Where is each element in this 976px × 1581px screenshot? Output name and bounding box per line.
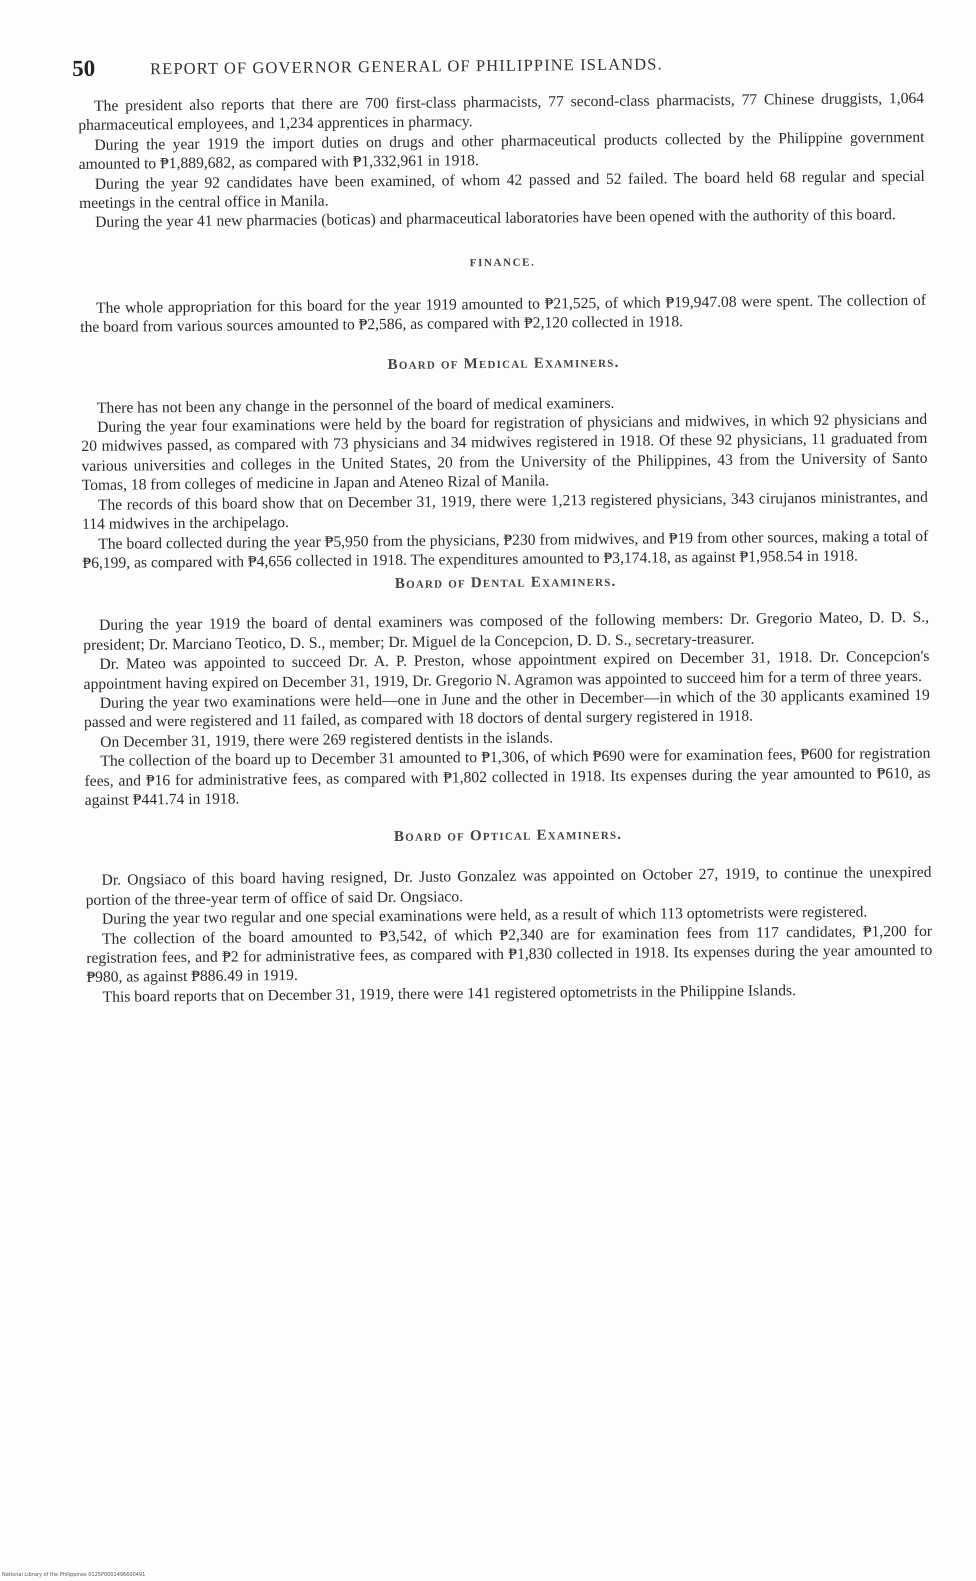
finance-section [80, 253, 927, 338]
paragraph: During the year 1919 the import duties on drugs and other pharmaceutical products collected by the Philippine government amounted to ₱1,889,682, as compared with ₱1,332,961 in 1918. [78, 128, 925, 174]
library-footer-note: National Library of the Philippines 0125P0001496600491 [2, 1572, 146, 1578]
paragraph: The president also reports that there are 700 first-class pharmacists, 77 second-class pharmacists, 77 Chinese druggists, 1,064 pharmaceutical employees, and 1,234 apprentices in pharmacy. [78, 89, 925, 135]
paragraph: There has not been any change in the personnel of the board of medical examiners. [96, 394, 615, 417]
medical-examiners-section [81, 352, 929, 574]
section-heading-finance: FINANCE. [469, 256, 536, 270]
page-number: 50 [72, 55, 96, 81]
paragraph: The records of this board show that on December 31, 1919, there were 1,213 registered physicians, 343 cirujanos ministrantes, and 114 midwives in the archipelago. [82, 488, 928, 534]
paragraph: On December 31, 1919, there were 269 registered dentists in the islands. [100, 729, 554, 751]
paragraph: This board reports that on December 31, 1919, there were 141 registered optometrists in the Philippine Islands. [102, 981, 797, 1006]
paragraph: During the year 41 new pharmacies (boticas) and pharmaceutical laboratories have been opened with the authority of this board. [95, 206, 896, 232]
optical-examiners-section [85, 824, 933, 1007]
dental-examiners-section [83, 571, 931, 810]
paragraph: During the year two examinations were held—one in June and the other in December—in which of the 30 applicants examined 19 passed and were registered and 11 failed, as compared with 18 doctors of dental surgery registered in 1918. [83, 686, 930, 732]
paragraph: Dr. Mateo was appointed to succeed Dr. A. P. Preston, whose appointment expired on December 31, 1918. Dr. Concepcion's appointment having expired on December 31, 1919, Dr. Gregorio N. Agramon was appointed to succeed him for a term of three years. [83, 647, 930, 693]
section-heading-dental: Board of Dental Examiners. [394, 574, 617, 593]
paragraph: The board collected during the year ₱5,950 from the physicians, ₱230 from midwives, and ₱19 from other sources, making a total of ₱6,199, as compared with ₱4,656 collected in 1918. The expenditures amounted to ₱3,174.18, as against ₱1,958.54 in 1918. [82, 527, 929, 572]
section-heading-medical: Board of Medical Examiners. [387, 354, 620, 373]
paragraph: The collection of the board up to December 31 amounted to ₱1,306, of which ₱690 were for examination fees, ₱600 for registration fees, and ₱16 for administrative fees, as compared with ₱1,802 collected in 1918. Its expenses during the year amounted to ₱610, as against ₱441.74 in 1918. [84, 745, 931, 809]
paragraph: During the year four examinations were held by the board for registration of physicians and midwives, in which 92 physicians and 20 midwives passed, as compared with 73 physicians and 34 midwives registered in 1918. Of these 92 physicians, 11 graduated from various universities and colleges in the United States, 20 from the University of the Philippines, 43 from the University of Santo Tomas, 18 from colleges of medicine in Japan and Ateneo Rizal of Manila. [81, 410, 928, 495]
report-body [78, 89, 933, 1007]
page-header-title: REPORT OF GOVERNOR GENERAL OF PHILIPPINE ISLANDS. [150, 54, 663, 79]
paragraph: The whole appropriation for this board for the year 1919 amounted to ₱21,525, of which ₱19,947.08 were spent. The collection of the board from various sources amounted to ₱2,586, as compared with ₱2,120 collected in 1918. [80, 291, 927, 337]
paragraph: Dr. Ongsiaco of this board having resigned, Dr. Justo Gonzalez was appointed on October 27, 1919, to continue the unexpired portion of the three-year term of office of said Dr. Ongsiaco. [85, 864, 932, 909]
running-head [72, 48, 932, 86]
paragraph: During the year 1919 the board of dental examiners was composed of the following members: Dr. Gregorio Mateo, D. D. S., president; Dr. Marciano Teotico, D. S., member; Dr. Miguel de la Concepcion, D. D. S., secretary-treasurer. [83, 609, 930, 654]
paragraph: During the year 92 candidates have been examined, of whom 42 passed and 52 failed. The board held 68 regular and special meetings in the central office in Manila. [78, 167, 925, 213]
paragraph: The collection of the board amounted to ₱3,542, of which ₱2,340 are for examination fees from 117 candidates, ₱1,200 for registration fees, and ₱2 for administrative fees, as compared with ₱1,830 collected in 1918. Its expenses during the year amounted to ₱980, as against ₱886.49 in 1919. [86, 922, 933, 987]
paragraph: During the year two regular and one special examinations were held, as a result of which 113 optometrists were registered. [101, 903, 868, 928]
pharmacy-section [78, 89, 925, 233]
section-heading-optical: Board of Optical Examiners. [393, 827, 623, 846]
